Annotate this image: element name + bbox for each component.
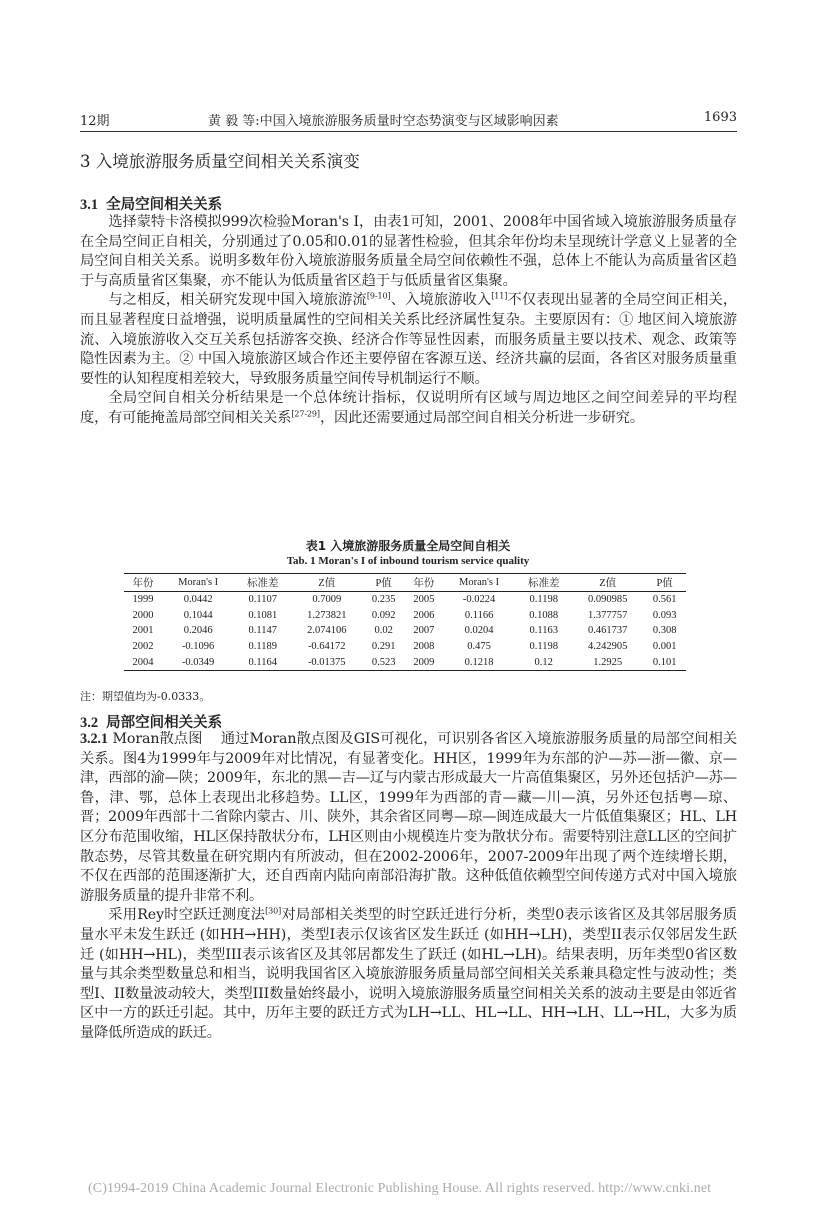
copyright-footer: (C)1994-2019 China Academic Journal Electronic Publishing House. All rights reserved. http://www.cnki.net (88, 1181, 712, 1196)
paragraph-3: 全局空间自相关分析结果是一个总体统计指标，仅说明所有区域与周边地区之间空间差异的平均程度，有可能掩盖局部空间相关关系[27-29]，因此还需要通过局部空间自相关分析进一步研究。 (80, 390, 737, 426)
table-cell: 0.1163 (529, 625, 558, 637)
table-cell: 2001 (132, 625, 154, 637)
col-header: Moran's I (162, 574, 234, 592)
paragraph-2: 与之相反，相关研究发现中国入境旅游流[9-10]、入境旅游收入[11]不仅表现出显著的全局空间正相关，而且显著程度日益增强，说明质量属性的空间相关关系比经济属性复杂。主要原因有：① 地区间入境旅游流、入境旅游收入交互关系包括游客交换、经济合作等显性因素，而服务质量主要以技术、观念、政策等隐性因素为主。② 中国入境旅游区域合作还主要停留在客源互送、经济共赢的层面，各省区对服务质量重要性的认知程度相差较大，导致服务质量空间传导机制运行不顺。 (80, 291, 738, 387)
table-cell: 2008 (413, 641, 435, 653)
table-cell: 0.0442 (183, 594, 213, 606)
table-caption-en: Tab. 1 Moran's I of inbound tourism service quality (286, 555, 530, 567)
table-cell: 2009 (405, 654, 443, 670)
subsection-heading-3-2 (80, 711, 222, 732)
col-header: 年份 (124, 574, 162, 592)
table-cell: 0.1107 (248, 594, 278, 606)
col-header: P值 (362, 574, 405, 592)
table-cell: 0.1081 (248, 609, 278, 621)
paragraph-1: 选择蒙特卡洛模拟999次检验Moran's I，由表1可知，2001、2008年中国省域入境旅游服务质量存在全局空间正自相关，分别通过了0.05和0.01的显著性检验，但其余年份均未呈现统计学意义上显著的全局空间自相关关系。说明多数年份入境旅游服务质量全局空间依赖性不强，总体上不能认为高质量省区趋于与高质量省区集聚，亦不能认为低质量省区趋于与低质量省区集聚。 (80, 214, 737, 289)
table-cell: 0.1166 (464, 609, 494, 621)
table-cell: -0.0224 (462, 594, 496, 606)
table-cell: 0.561 (652, 594, 677, 606)
table-cell: 1999 (132, 594, 154, 606)
table-cell: -0.1096 (181, 641, 215, 653)
body-text-block-2 (80, 730, 737, 1044)
col-header: Z值 (572, 574, 643, 592)
body-text-block-1 (80, 213, 737, 429)
table-cell: 0.101 (643, 654, 686, 670)
table-cell: 0.2046 (183, 625, 213, 637)
table-cell: 2002 (132, 641, 154, 653)
table-cell: 0.1218 (443, 654, 515, 670)
table-cell: 2007 (413, 625, 435, 637)
table-cell: 0.1044 (183, 609, 213, 621)
table-cell: 0.1164 (234, 654, 291, 670)
table-cell: 0.092 (371, 609, 396, 621)
table-cell: 2006 (413, 609, 435, 621)
section-heading: 3 入境旅游服务质量空间相关关系演变 (80, 152, 360, 171)
table-cell: 0.523 (362, 654, 405, 670)
table-cell: 1.273821 (307, 609, 347, 621)
table-cell: 0.308 (652, 625, 677, 637)
table-cell: 0.12 (515, 654, 572, 670)
subsection-number: 3.1 (80, 197, 99, 213)
citation: [30] (265, 906, 282, 916)
col-header: 标准差 (234, 574, 291, 592)
citation: [27-29] (291, 409, 320, 419)
table-row (124, 639, 686, 655)
issue-number: 12期 (80, 114, 110, 129)
col-header: Moran's I (443, 574, 515, 592)
table-header-row (124, 574, 686, 592)
table-cell: -0.01375 (291, 654, 362, 670)
paragraph-4: 3.2.1 Moran散点图 通过Moran散点图及GIS可视化，可识别各省区入境旅游服务质量的局部空间相关关系。图4为1999年与2009年对比情况，有显著变化。HH区，1999年为东部的沪—苏—浙—徽、京—津，西部的渝—陕；2009年，东北的黑—吉—辽与内蒙古形成最大一片高值集聚区，另外还包括沪—苏—鲁，津、鄂，总体上表现出北移趋势。LL区，1999年为西部的青—藏—川—滇，另外还包括粤—琼、晋；2009年西部十二省除内蒙古、川、陕外，其余省区同粤—琼—闽连成最大一片低值集聚区；HL、LH区分布范围收缩，HL区保持散状分布，LH区则由小规模连片变为散状分布。需要特别注意LL区的空间扩散态势，尽管其数量在研究期内有所波动，但在2002-2006年，2007-2009年出现了两个连续增长期，不仅在西部的范围逐渐扩大，还自西南内陆向南部沿海扩散。这种低值依赖型空间传递方式对中国入境旅游服务质量的提升非常不利。 (80, 731, 737, 904)
table-cell: 0.461737 (588, 625, 628, 637)
table-cell: -0.64172 (307, 641, 346, 653)
table-cell: 0.1147 (248, 625, 278, 637)
table-row (124, 608, 686, 624)
table-cell: 0.090985 (588, 594, 628, 606)
col-header: P值 (643, 574, 686, 592)
table-cell: 4.242905 (588, 641, 628, 653)
moran-table (124, 573, 686, 671)
table-cell: 0.291 (371, 641, 396, 653)
col-header: 标准差 (515, 574, 572, 592)
table-row (124, 623, 686, 639)
subsection-number: 3.2 (80, 715, 99, 731)
subsubsection-number: 3.2.1 (80, 731, 108, 747)
subsection-title: 局部空间相关关系 (106, 715, 223, 731)
table-row (124, 592, 686, 608)
subsubsection-title: Moran散点图 (112, 731, 203, 747)
header-rule (80, 131, 737, 132)
article-running-title: 黄 毅 等:中国入境旅游服务质量时空态势演变与区域影响因素 (208, 114, 559, 129)
table-cell: 0.1189 (248, 641, 278, 653)
subsection-title: 全局空间相关关系 (106, 197, 223, 213)
table-caption-cn: 表1 入境旅游服务质量全局空间自相关 (305, 539, 511, 553)
paragraph-5: 采用Rey时空跃迁测度法[30]对局部相关类型的时空跃迁进行分析，类型0表示该省区及其邻居服务质量水平未发生跃迁 (如HH→HH)，类型I表示仅该省区发生跃迁 (如HH→LH)，类型II表示仅邻居发生跃迁 (如HH→HL)，类型III表示该省区及其邻居都发生了跃迁 (如HL→LH)。结果表明，历年类型0省区数量与其余类型数量总和相当，说明我国省区入境旅游服务质量局部空间相关关系兼具稳定性与波动性；类型I、II数量波动较大，类型III数量始终最小，说明入境旅游服务质量空间相关关系的波动主要是由邻近省区中一方的跃迁引起。其中，历年主要的跃迁方式为LH→LL、HL→LL、HH→LH、LL→HL，大多为质量降低所造成的跃迁。 (80, 906, 737, 1041)
table-cell: 2.074106 (307, 625, 347, 637)
table-row (124, 654, 686, 670)
table-cell: 2004 (124, 654, 162, 670)
table-cell: 0.001 (652, 641, 677, 653)
table-cell: 2005 (413, 594, 435, 606)
table-cell: 2000 (132, 609, 154, 621)
subsection-heading-3-1 (80, 193, 222, 214)
table-cell: 0.7009 (312, 594, 342, 606)
col-header: 年份 (405, 574, 443, 592)
table-cell: 1.377757 (588, 609, 628, 621)
table-cell: 0.235 (371, 594, 396, 606)
table-cell: 1.2925 (572, 654, 643, 670)
table-cell: -0.0349 (162, 654, 234, 670)
table-note: 注：期望值均为-0.0333。 (80, 690, 211, 703)
citation: [11] (491, 291, 508, 301)
table-cell: 0.093 (652, 609, 677, 621)
running-header (80, 110, 737, 130)
table-cell: 0.1088 (529, 609, 559, 621)
table-cell: 0.475 (467, 641, 491, 653)
table-cell: 0.0204 (464, 625, 494, 637)
table-cell: 0.1198 (529, 641, 558, 653)
citation: [9-10] (366, 291, 391, 301)
col-header: Z值 (291, 574, 362, 592)
page-number: 1693 (703, 110, 737, 125)
table-cell: 0.1198 (529, 594, 558, 606)
table-cell: 0.02 (374, 625, 393, 637)
